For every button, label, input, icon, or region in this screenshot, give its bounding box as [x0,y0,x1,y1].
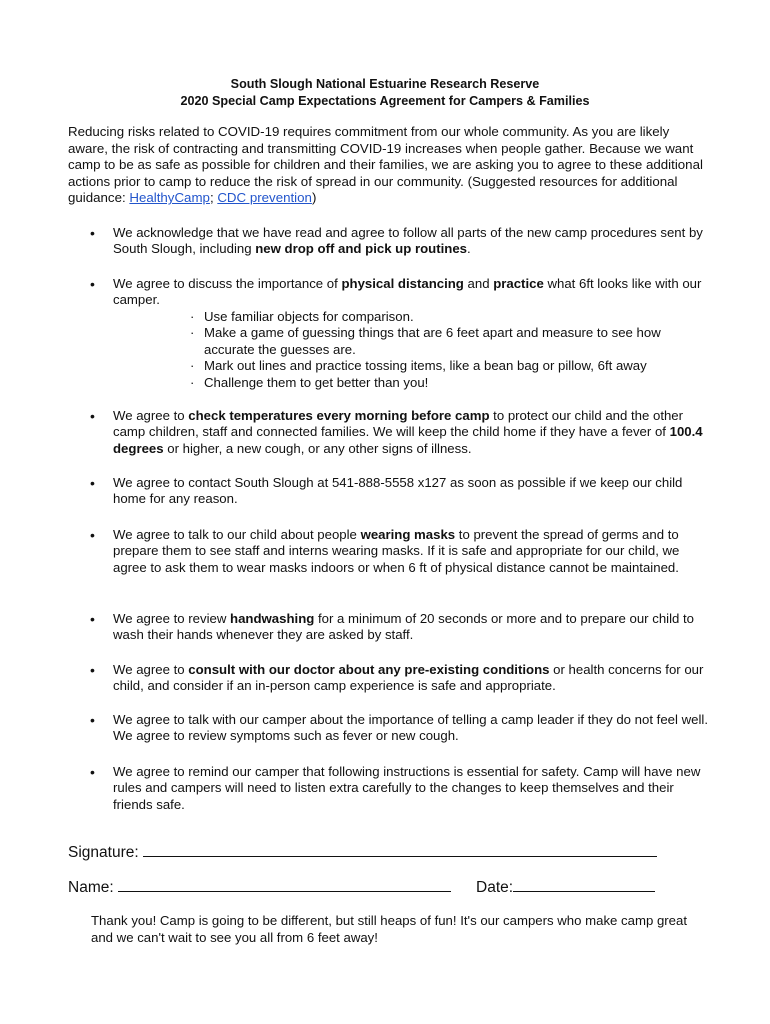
bold-span: practice [493,276,544,291]
sub-bullet-icon: · [190,374,195,390]
sub-list-item [190,358,710,374]
text-span: to prevent the spread of germs and to prepare them to see staff and interns wearing masks. If it is safe and appropriate for our child, we agree to ask them to wear masks indoors or when 6 ft of physical distance cannot be maintained. [113,527,680,575]
text-span: for a minimum of 20 seconds or more and to prepare our child to wash their hands whenever they are asked by staff. [113,611,695,643]
bullet-text [113,611,713,644]
text-span: We agree to discuss the importance of [113,276,342,291]
name-row [68,877,451,897]
signature-field[interactable] [143,842,657,857]
text-span: We agree to review [113,611,231,626]
sub-item-text: Mark out lines and practice tossing items, like a bean bag or pillow, 6ft away [204,358,647,374]
bold-span: wearing masks [360,527,456,542]
bullet-icon: • [90,276,95,292]
sub-item-text: Make a game of guessing things that are 6 feet apart and measure to see how accurate the guesses are. [204,325,661,357]
text-span: We agree to [113,662,189,677]
bold-span: new drop off and pick up routines [255,241,467,257]
sub-bullet-icon: · [190,358,195,374]
text-span: We acknowledge that we have read and agree to follow all parts of the new camp procedures sent by South Slough, including [113,225,703,257]
text-span: or health concerns for our child, and consider if an in-person camp experience is safe and appropriate. [113,662,704,694]
intro-close: ) [311,190,317,206]
date-row [476,877,655,897]
bullet-text: We agree to contact South Slough at 541-888-5558 x127 as soon as possible if we keep our child home for any reason. [113,475,683,507]
text-span: what 6ft looks like with our camper. [113,276,702,308]
bold-span: physical distancing [341,276,464,291]
intro-text: Reducing risks related to COVID-19 requires commitment from our whole community. As you are likely aware, the risk of contracting and transmitting COVID-19 increases when people gather. Because we want camp to be as safe as possible for children and their families, we are asking you to agree to these additional actions prior to camp to reduce the risk of spread in our community. (Suggested resources for additional guidance: [68,124,703,206]
bullet-text [113,662,713,695]
cdc-prevention-link[interactable]: CDC prevention [217,190,312,206]
bullet-text: We agree to talk with our camper about the importance of telling a camp leader if they do not feel well. We agree to review symptoms such as fever or new cough. [113,712,708,744]
bullet-text [113,527,713,576]
bullet-icon: • [90,475,95,491]
date-label: Date: [476,879,514,896]
bold-span: consult with our doctor about any pre-existing conditions [188,662,550,677]
bullet-icon: • [90,611,95,627]
bullet-icon: • [90,527,95,543]
sub-list-item [190,375,710,391]
closing-paragraph: Thank you! Camp is going to be different, but still heaps of fun! It's our campers who make camp great and we can't wait to see you all from 6 feet away! [91,913,688,945]
sub-list-item [190,325,710,358]
bullet-icon: • [90,764,95,780]
agreement-title: 2020 Special Camp Expectations Agreement for Campers & Families [180,93,590,108]
signature-label: Signature: [68,844,139,861]
text-span: We agree to [113,408,189,423]
healthycamp-link[interactable]: HealthyCamp [129,190,210,206]
date-field[interactable] [513,877,655,892]
bullet-icon: • [90,712,95,728]
bullet-text [113,408,713,457]
bullet-icon: • [90,408,95,424]
name-label: Name: [68,879,114,896]
bold-span: check temperatures every morning before camp [188,408,490,423]
text-span: We agree to talk to our child about people [113,527,361,542]
text-span: to protect our child and the other camp children, staff and connected families. We will keep the child home if they have a fever of [113,408,684,440]
intro-paragraph [68,124,708,207]
bullet-icon: • [90,662,95,678]
sub-bullet-icon: · [190,325,195,341]
sub-bullet-icon: · [190,309,195,324]
sub-item-text: Use familiar objects for comparison. [204,309,414,324]
document-header [0,76,770,109]
bold-span: 100.4 degrees [113,424,703,456]
sub-list [190,309,710,391]
sub-list-item [190,309,710,325]
organization-title: South Slough National Estuarine Research Reserve [230,77,540,91]
signature-row [68,842,657,862]
text-span: and [463,276,494,291]
sub-item-text: Challenge them to get better than you! [204,374,429,390]
bullet-icon: • [90,225,95,241]
bullet-text: We agree to remind our camper that following instructions is essential for safety. Camp will have new rules and campers will need to listen extra carefully to the changes to keep themselves and their friends safe. [113,764,701,812]
bullet-text [113,276,713,309]
bullet-text [113,225,713,258]
name-field[interactable] [118,877,451,892]
text-span: or higher, a new cough, or any other signs of illness. [163,440,472,456]
text-span: . [466,241,471,257]
bold-span: handwashing [230,611,315,626]
link-separator: ; [209,190,218,206]
